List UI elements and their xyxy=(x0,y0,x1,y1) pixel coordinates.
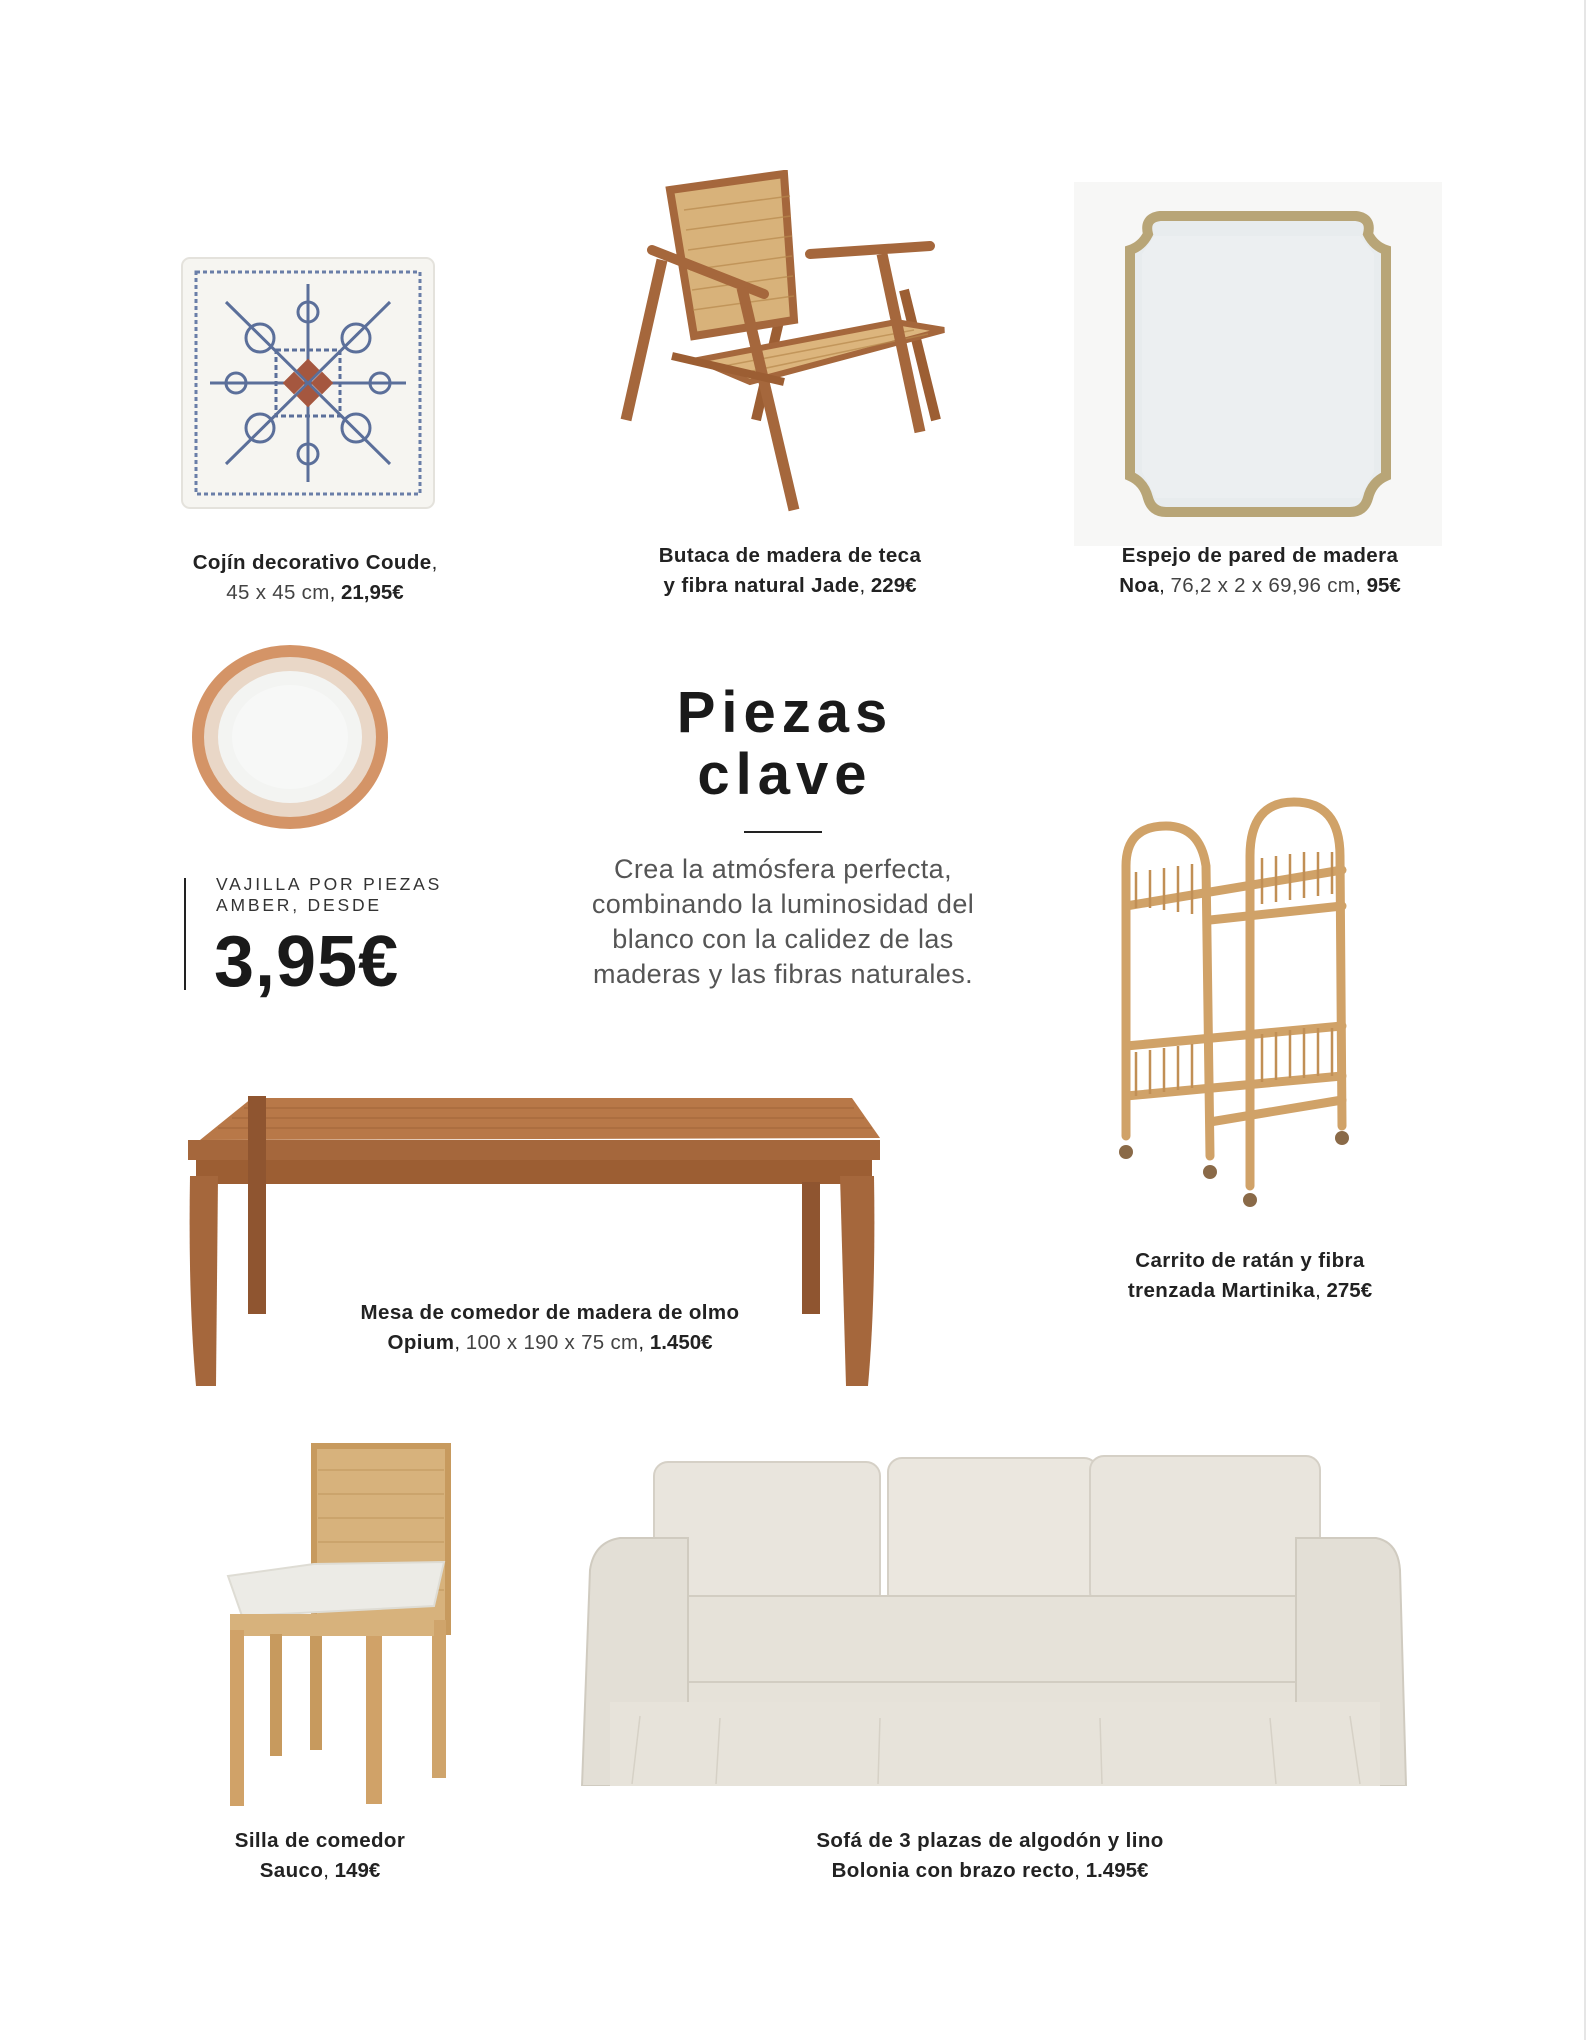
title-line1: Piezas xyxy=(676,680,894,745)
table-name-line1: Mesa de comedor de madera de olmo xyxy=(360,1301,740,1324)
table-price: 1.450€ xyxy=(649,1331,713,1354)
title-rule xyxy=(744,831,822,833)
dining-chair-image xyxy=(226,1440,452,1806)
sofa-name-line2: Bolonia con brazo recto xyxy=(831,1859,1075,1882)
amber-label-line2: AMBER, DESDE xyxy=(216,895,382,915)
sofa-name-line1: Sofá de 3 plazas de algodón y lino xyxy=(816,1829,1164,1852)
table-caption: Mesa de comedor de madera de olmo Opium, 100 x 190 x 75 cm, 1.450€ xyxy=(360,1301,740,1354)
rattan-cart-image xyxy=(1110,796,1382,1210)
cushion-caption: Cojín decorativo Coude, 45 x 45 cm, 21,95€ xyxy=(192,551,438,604)
sofa-caption: Sofá de 3 plazas de algodón y lino Bolonia con brazo recto, 1.495€ xyxy=(816,1829,1164,1882)
chair-price: 149€ xyxy=(334,1859,381,1882)
mirror-name-line2: Noa xyxy=(1119,574,1160,597)
cushion-price: 21,95€ xyxy=(340,581,404,604)
cart-price: 275€ xyxy=(1326,1279,1373,1302)
armchair-caption: Butaca de madera de teca y fibra natural Jade, 229€ xyxy=(658,544,922,597)
sofa-price: 1.495€ xyxy=(1085,1859,1149,1882)
amber-plate-image xyxy=(188,642,392,832)
armchair-price: 229€ xyxy=(870,574,917,597)
cart-name-line2: trenzada Martinika xyxy=(1127,1279,1316,1302)
mirror-image xyxy=(1074,182,1442,546)
intro-text: Crea la atmósfera perfecta, combinando la luminosidad del blanco con la calidez de las maderas y las fibras naturales. xyxy=(591,854,975,989)
cushion-name: Cojín decorativo Coude xyxy=(192,551,432,574)
amber-label xyxy=(216,874,476,916)
armchair-name-line1: Butaca de madera de teca xyxy=(658,544,922,567)
amber-divider xyxy=(184,878,186,990)
armchair-image xyxy=(614,170,954,522)
armchair-name-line2: y fibra natural Jade xyxy=(663,574,860,597)
mirror-price: 95€ xyxy=(1366,574,1401,597)
cushion-image xyxy=(176,254,440,512)
mirror-caption: Espejo de pared de madera Noa, 76,2 x 2 x 69,96 cm, 95€ xyxy=(1119,544,1401,597)
sofa-image xyxy=(580,1446,1410,1786)
table-name-line2: Opium xyxy=(387,1331,455,1354)
amber-price: 3,95€ xyxy=(214,922,400,1002)
cart-name-line1: Carrito de ratán y fibra xyxy=(1135,1249,1365,1272)
amber-label-line1: VAJILLA POR PIEZAS xyxy=(216,874,443,894)
cushion-dimensions: 45 x 45 cm xyxy=(226,581,330,604)
chair-name-line1: Silla de comedor xyxy=(234,1829,406,1852)
cart-caption: Carrito de ratán y fibra trenzada Martinika, 275€ xyxy=(1127,1249,1373,1302)
chair-name-line2: Sauco xyxy=(259,1859,324,1882)
mirror-name-line1: Espejo de pared de madera xyxy=(1121,544,1399,567)
page-title xyxy=(620,682,950,806)
table-dimensions: 100 x 190 x 75 cm xyxy=(465,1331,639,1354)
mirror-dimensions: 76,2 x 2 x 69,96 cm xyxy=(1170,574,1356,597)
title-line2: clave xyxy=(697,742,873,807)
chair-caption: Silla de comedor Sauco, 149€ xyxy=(234,1829,406,1882)
